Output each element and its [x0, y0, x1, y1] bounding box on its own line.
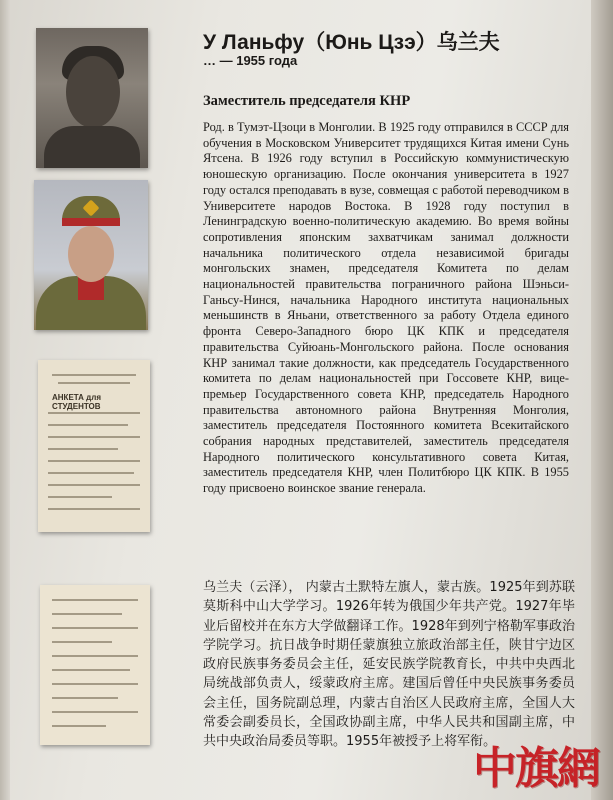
student-questionnaire-photo [38, 360, 150, 532]
doc-line [48, 436, 140, 438]
cap-band [62, 218, 120, 226]
portrait-photo-young [36, 28, 148, 168]
doc-line [52, 683, 138, 685]
portrait-face [66, 56, 120, 128]
doc-line [48, 508, 140, 510]
uniform-face [68, 226, 114, 282]
doc-line [48, 484, 140, 486]
doc-line [48, 412, 140, 414]
doc-line [48, 448, 118, 450]
person-name-title: У Ланьфу（Юнь Цзэ）乌兰夫 [203, 31, 500, 54]
life-years: … — 1955 года [203, 53, 298, 68]
doc-line [52, 599, 138, 601]
doc-line [48, 496, 112, 498]
board-right-edge [591, 0, 613, 800]
portrait-photo-uniform [34, 180, 148, 330]
doc-line [52, 374, 136, 376]
doc-line [52, 725, 106, 727]
doc-line [48, 460, 140, 462]
doc-line [48, 424, 128, 426]
doc-line [52, 711, 138, 713]
questionnaire-title: АНКЕТА для СТУДЕНТОВ [52, 393, 101, 411]
site-watermark-logo: 中旗網 [473, 743, 599, 794]
position-heading: Заместитель председателя КНР [203, 93, 411, 109]
doc-line [48, 472, 134, 474]
doc-line [58, 382, 130, 384]
doc-line [52, 669, 130, 671]
doc-line [52, 641, 112, 643]
biography-russian: Род. в Тумэт-Цзоци в Монголии. В 1925 году отправился в СССР для обучения в Московском Университет трудящихся Китая имени Сунь Ятсена. В 1926 году вступил в Российскую коммунистическую юношескую организацию. После окончания университета в 1927 году остался преподавать в вузе, совмещая с работой переводчиком в Университете народов Востока. В 1928 году поступил в Ленинградскую военно-политическую академию. Во время войны сопротивления японским захватчикам занимал должности начальника политического отдела независимой бригады монгольских знамен, председателя Комитета по делам национальностей правительства пограничного района Шэньси-Ганьсу-Нинся, начальника Народного института национальных меньшинств в Яньани, ответственного за работу Отдела единого фронта Северо-Западного бюро ЦК КПК и председателя правительства Суйюань-Монгольского района. После основания КНР занимал такие должности, как председатель Государственного комитета по делам национальностей при Госсовете КНР, вице-премьер Государственного совета КНР, председатель Народного правительства автономного района Внутренняя Монголия, заместитель председателя Постоянного комитета Всекитайского собрания народных представителей, заместитель председателя Народного политического консультативного совета Китая, заместитель председателя КНР, член Политбюро ЦК КПК. В 1955 году присвоено воинское звание генерала. [203, 120, 569, 496]
portrait-body [44, 126, 140, 168]
doc-line [52, 613, 122, 615]
biography-chinese: 乌兰夫（云泽）， 内蒙古土默特左旗人，蒙古族。1925年到苏联莫斯科中山大学学习。1926年转为俄国少年共产党。1927年毕业后留校并在东方大学做翻译工作。1928年到列宁格勒军事政治学院学习。抗日战争时期任蒙旗独立旅政治部主任，陕甘宁边区政府民族事务委员会主任，延安民族学院教育长，中共中央西北局统战部负责人，绥蒙政府主席。建国后曾任中央民族事务委员会主任，国务院副总理，内蒙古自治区人民政府主席，全国人大常委会副委员长，全国政协副主席，中华人民共和国副主席，中共中央政治局委员等职。1955年被授予上将军衔。 [203, 580, 575, 750]
doc-line [52, 627, 138, 629]
handwritten-form-photo [40, 585, 150, 745]
board-left-edge [0, 0, 10, 800]
doc-line [52, 655, 138, 657]
doc-line [52, 697, 118, 699]
